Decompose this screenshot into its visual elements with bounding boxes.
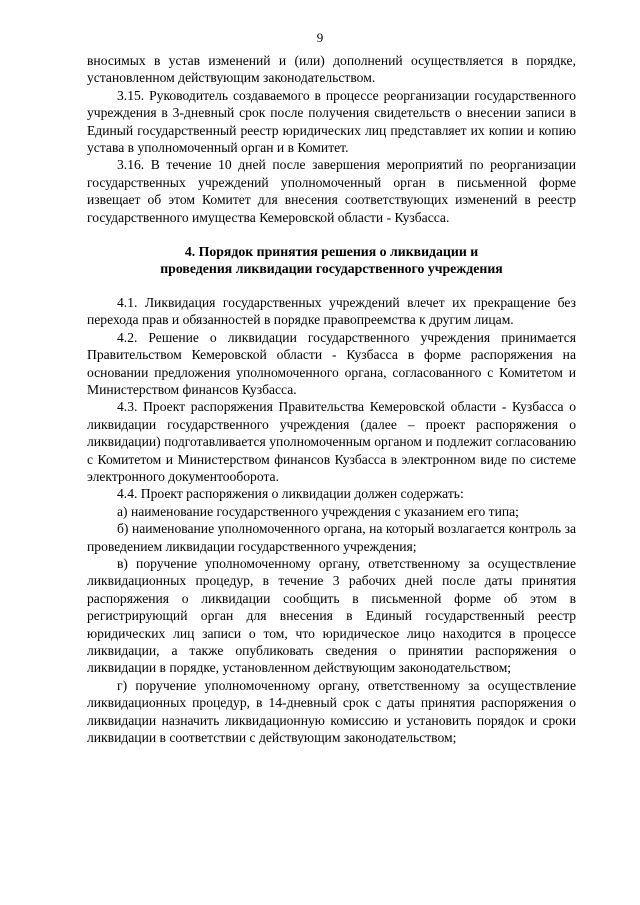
list-item-a: а) наименование государственного учреждения с указанием его типа;: [117, 503, 519, 519]
paragraph-3-15: 3.15. Руководитель создаваемого в процессе реорганизации государственного учреждения в 3-дневный срок после получения свидетельств о внесении записи в Единый государственный реестр юридических лиц представляет их копии и копию устава в уполномоченный орган и в Комитет.: [87, 87, 576, 156]
list-item-v: в) поручение уполномоченному органу, ответственному за осуществление ликвидационных процедур, в течение 3 рабочих дней после даты принятия распоряжения о ликвидации сообщить в письменной форме об этом в регистрирующий орган для внесения в Единый государственный реестр юридических лиц записи о том, что юридическое лицо находится в процессе ликвидации, а также опубликовать сведения о принятии распоряжения о ликвидации в порядке, установленном действующим законодательством;: [87, 555, 576, 676]
paragraph-4-4: 4.4. Проект распоряжения о ликвидации должен содержать:: [117, 486, 464, 502]
list-item-b: б) наименование уполномоченного органа, на который возлагается контроль за проведением ликвидации государственного учреждения;: [87, 521, 576, 554]
paragraph-4-1: 4.1. Ликвидация государственных учреждений влечет их прекращение без перехода прав и обязанностей в порядке правопреемства к другим лицам.: [87, 294, 576, 328]
paragraph-continuation: вносимых в устав изменений и (или) дополнений осуществляется в порядке, установленном действующим законодательством.: [87, 53, 576, 86]
section-heading-line-2: проведения ликвидации государственного учреждения: [160, 261, 503, 277]
page-number: 9: [316, 30, 324, 45]
section-heading: [87, 243, 576, 278]
document-body: [87, 52, 576, 746]
paragraph-3-16: 3.16. В течение 10 дней после завершения мероприятий по реорганизации государственных учреждений уполномоченный орган в письменной форме извещает об этом Комитет для внесения соответствующих изменений в реестр государственного имущества Кемеровской области - Кузбасса.: [87, 157, 576, 225]
paragraph-4-3: 4.3. Проект распоряжения Правительства Кемеровской области - Кузбасса о ликвидации государственного учреждения (далее – проект распоряжения о ликвидации) подготавливается уполномоченным органом и подлежит согласованию с Комитетом и Министерством финансов Кузбасса в электронном виде по системе электронного документооборота.: [87, 399, 576, 484]
list-item-g: г) поручение уполномоченному органу, ответственному за осуществление ликвидационных процедур, в 14-дневный срок с даты принятия распоряжения о ликвидации назначить ликвидационную комиссию и установить порядок и сроки ликвидации в соответствии с действующим законодательством;: [87, 677, 576, 746]
section-heading-line-1: 4. Порядок принятия решения о ликвидации и: [184, 244, 479, 260]
paragraph-4-2: 4.2. Решение о ликвидации государственного учреждения принимается Правительством Кемеровской области - Кузбасса в форме распоряжения на основании предложения уполномоченного органа, согласованного с Комитетом и Министерством финансов Кузбасса.: [87, 329, 576, 397]
